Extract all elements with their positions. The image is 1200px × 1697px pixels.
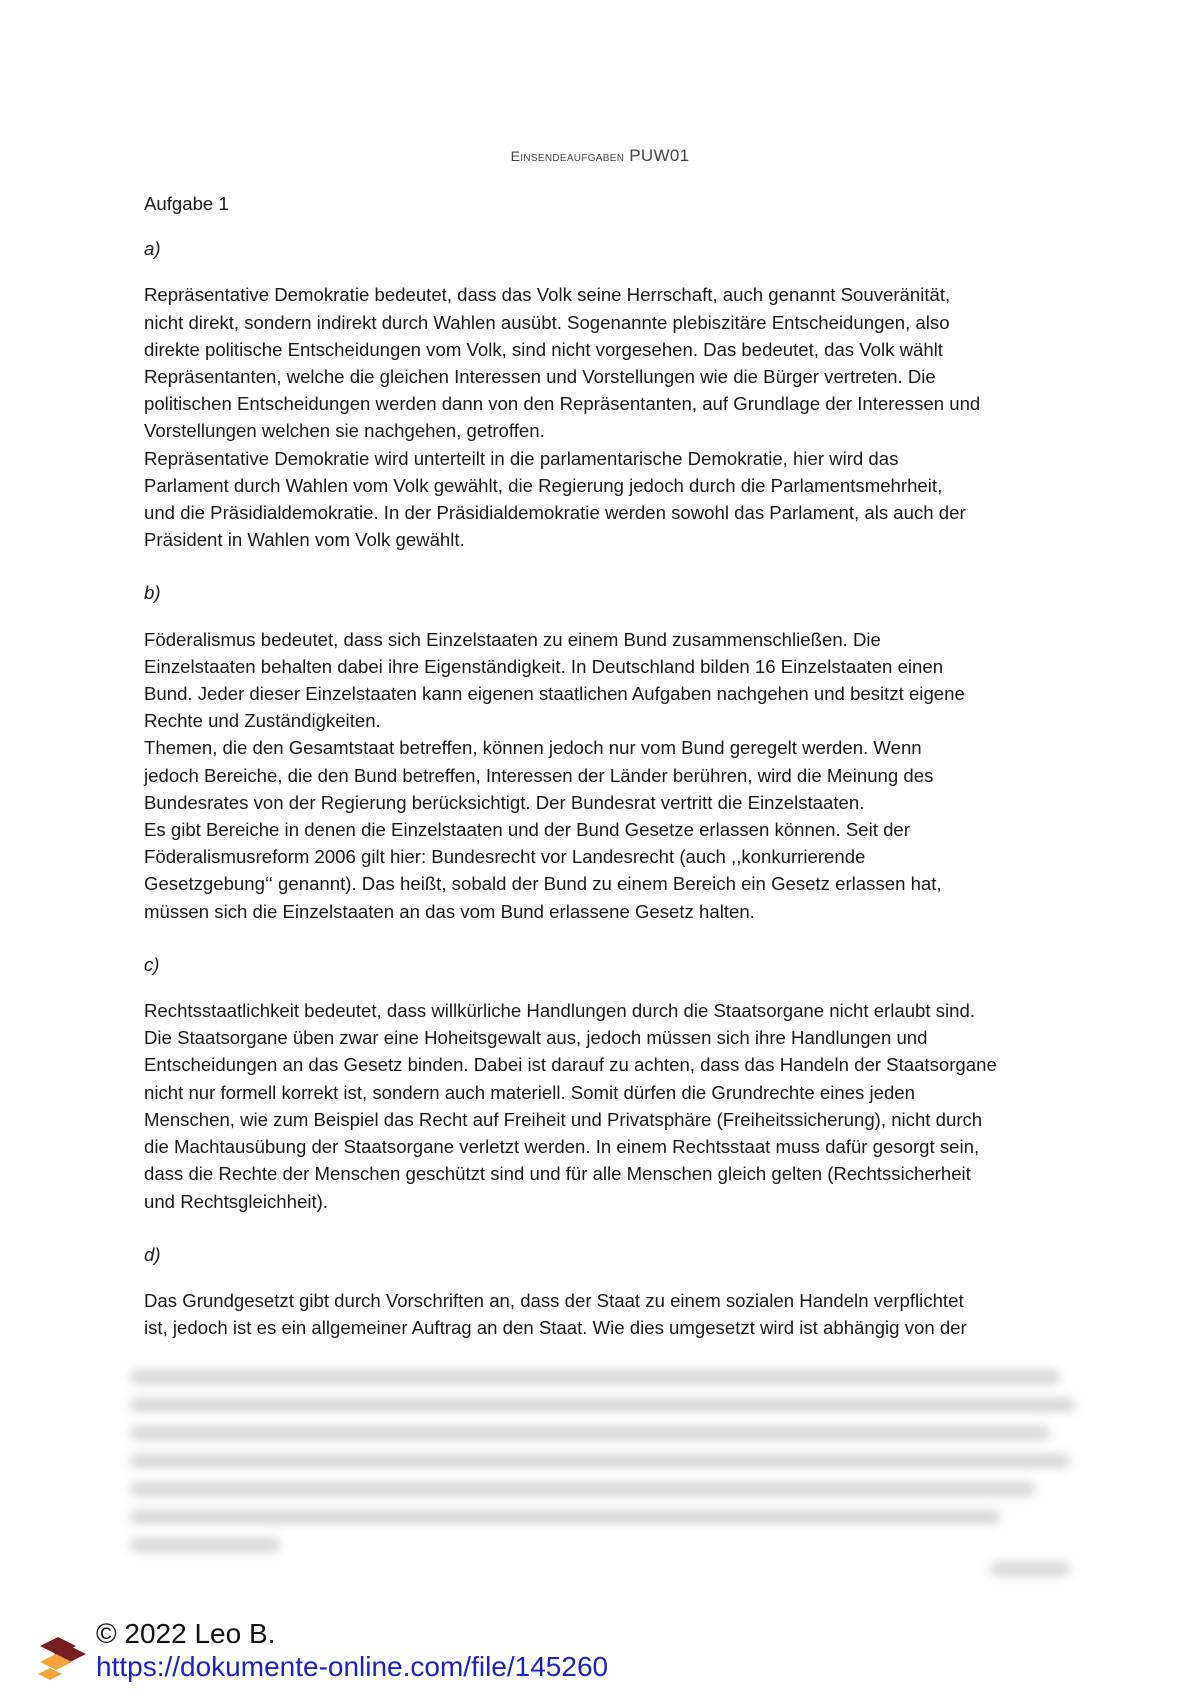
header-title-smallcaps: Einsendeaufgaben (510, 148, 625, 164)
blurred-line (130, 1370, 1060, 1384)
section-label: b) (144, 582, 161, 604)
blurred-line (130, 1510, 1000, 1524)
blurred-line (130, 1398, 1075, 1412)
page-header (0, 146, 1200, 166)
section-b (144, 579, 1074, 924)
paragraph: Repräsentative Demokratie bedeutet, dass das Volk seine Herrschaft, auch genannt Souveränität, nicht direkt, sondern indirekt durch Wahlen ausübt. Sogenannte plebiszitäre Entscheidungen, also direkte politische Entscheidungen vom Volk, sind nicht vorgesehen. Das bedeutet, das Volk wählt Repräsentanten, welche die gleichen Interessen und Vorstellungen wie die Bürger vertreten. Die politischen Entscheidungen werden dann von den Repräsentanten, auf Grundlage der Interessen und Vorstellungen welchen sie nachgehen, getroffen. (144, 284, 981, 442)
paragraph: Es gibt Bereiche in denen die Einzelstaaten und der Bund Gesetze erlassen können. Seit der Föderalismusreform 2006 gilt hier: Bundesrecht vor Landesrecht (auch ,,konkurrierende Gesetzgebung‘‘ genannt). Das heißt, sobald der Bund zu einem Bereich ein Gesetz erlassen hat, müssen sich die Einzelstaaten an das vom Bund erlassene Gesetz halten. (144, 819, 942, 922)
section-label: c) (144, 953, 160, 975)
paragraph: Das Grundgesetzt gibt durch Vorschriften an, dass der Staat zu einem sozialen Handeln verpflichtet ist, jedoch ist es ein allgemeiner Auftrag an den Staat. Wie dies umgesetzt wird ist abhängig von der (144, 1289, 967, 1339)
paragraph: Repräsentative Demokratie wird unterteilt in die parlamentarische Demokratie, hier wird das Parlament durch Wahlen vom Volk gewählt, die Regierung jedoch durch die Parlamentsmehrheit, und die Präsidialdemokratie. In der Präsidialdemokratie werden sowohl das Parlament, als auch der Präsident in Wahlen vom Volk gewählt. (144, 447, 966, 551)
task-heading: Aufgabe 1 (144, 193, 229, 214)
blurred-line (130, 1454, 1070, 1468)
blurred-line (130, 1426, 1050, 1440)
blurred-line (130, 1482, 1035, 1496)
section-c (144, 951, 1074, 1215)
paragraph: Föderalismus bedeutet, dass sich Einzelstaaten zu einem Bund zusammenschließen. Die Einzelstaaten behalten dabei ihre Eigenständigkeit. In Deutschland bilden 16 Einzelstaaten einen Bund. Jeder dieser Einzelstaaten kann eigenen staatlichen Aufgaben nachgehen und besitzt eigene Rechte und Zuständigkeiten. (144, 628, 965, 732)
header-title-code: PUW01 (629, 146, 690, 165)
section-label: a) (144, 238, 161, 260)
blurred-text-region (130, 1362, 1080, 1592)
section-d (144, 1241, 1074, 1342)
blurred-line (130, 1538, 280, 1552)
document-body (144, 190, 1074, 1341)
stacked-diamonds-logo-icon (36, 1628, 88, 1680)
paragraph: Rechtsstaatlichkeit bedeutet, dass willkürliche Handlungen durch die Staatsorgane nicht erlaubt sind. Die Staatsorgane üben zwar eine Hoheitsgewalt aus, jedoch müssen sich ihre Handlungen und Entscheidungen an das Gesetz binden. Dabei ist darauf zu achten, dass das Handeln der Staatsorgane nicht nur formell korrekt ist, sondern auch materiell. Somit dürfen die Grundrechte eines jeden Menschen, wie zum Beispiel das Recht auf Freiheit und Privatsphäre (Freiheitssicherung), nicht durch die Machtausübung der Staatsorgane verletzt werden. In einem Rechtsstaat muss dafür gesorgt sein, dass die Rechte der Menschen geschützt sind und für alle Menschen gleich gelten (Rechtssicherheit und Rechtsgleichheit). (144, 1000, 997, 1212)
section-label: d) (144, 1243, 161, 1265)
section-a (144, 235, 1074, 553)
paragraph: Themen, die den Gesamtstaat betreffen, können jedoch nur vom Bund geregelt werden. Wenn jedoch Bereiche, die den Bund betreffen, Interessen der Länder berühren, wird die Meinung des Bundesrates von der Regierung berücksichtigt. Der Bundesrat vertritt die Einzelstaaten. (144, 737, 934, 813)
blurred-page-number (990, 1562, 1070, 1576)
copyright-footer (36, 1618, 836, 1688)
source-link[interactable]: https://dokumente-online.com/file/145260 (96, 1651, 609, 1682)
copyright-text: © 2022 Leo B. (96, 1618, 276, 1649)
